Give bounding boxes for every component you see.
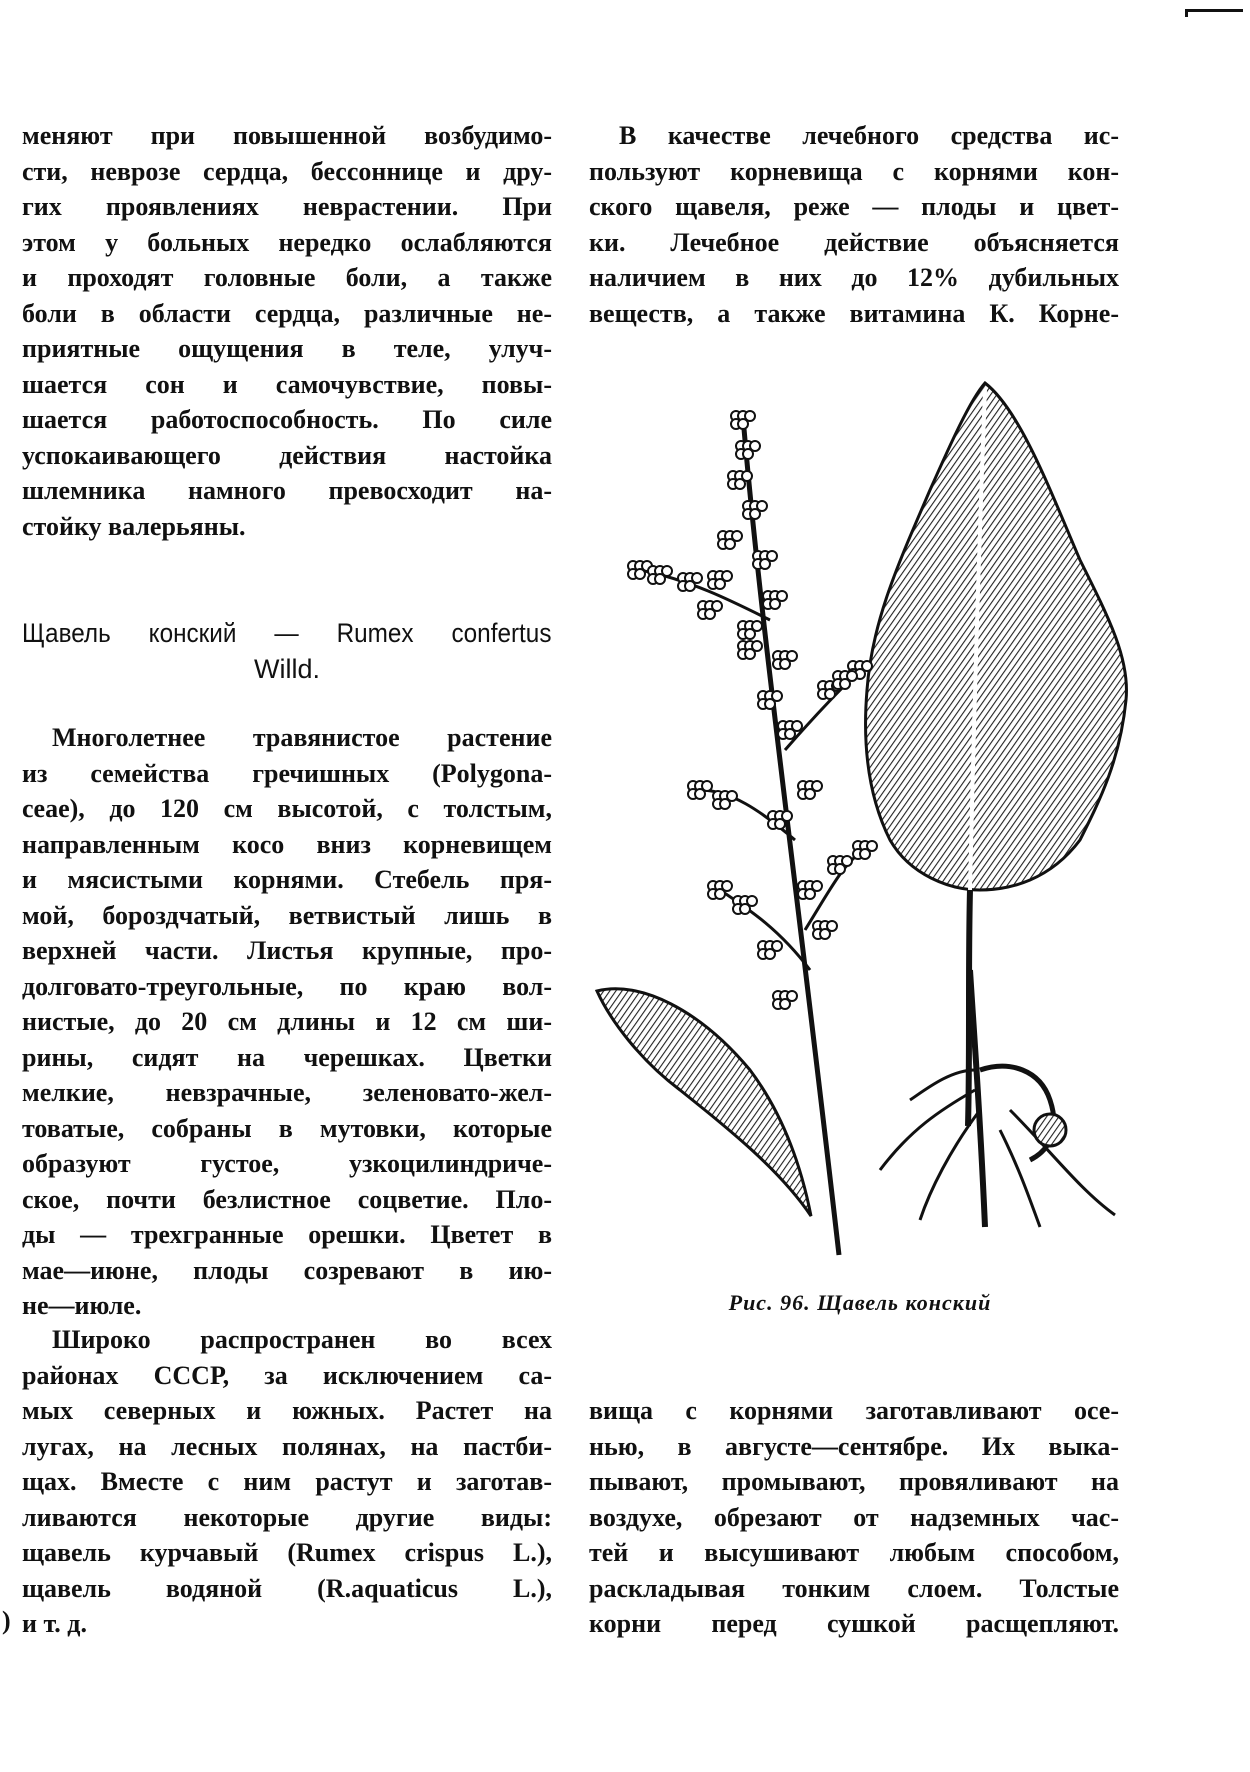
heading-line-1: Щавель конский — Rumex confertus — [22, 618, 552, 648]
left-paragraph-1 — [22, 118, 552, 544]
text-line: ского щавеля, реже — плоды и цвет- — [589, 192, 1119, 221]
text-line: ки. Лечебное действие объясняется — [589, 227, 1119, 257]
text-line: меняют при повышенной возбудимо- — [22, 121, 552, 150]
flower-whorl — [765, 949, 775, 959]
flower-whorl — [715, 889, 725, 899]
flower-clusters — [628, 411, 877, 1009]
text-line: и мясистыми корнями. Стебель пря- — [22, 865, 552, 894]
text-line: лугах, на лесных полянах, на пастби- — [22, 1431, 552, 1461]
text-line: ды — трехгранные орешки. Цветет в — [22, 1220, 552, 1249]
flower-whorl — [750, 509, 760, 519]
species-heading — [22, 616, 552, 687]
flower-whorl — [735, 479, 745, 489]
text-line: щавель курчавый (Rumex crispus L.), — [22, 1538, 552, 1567]
flower-whorl — [685, 581, 695, 591]
flower-whorl — [705, 609, 715, 619]
scan-corner-tick — [1185, 9, 1188, 17]
text-line: приятные ощущения в теле, улуч- — [22, 334, 552, 363]
heading-line-2: Willd. — [254, 653, 320, 684]
flower-whorl — [785, 729, 795, 739]
text-line: ceae), до 120 см высотой, с толстым, — [22, 794, 552, 823]
text-line: тей и высушивают любым способом, — [589, 1538, 1119, 1567]
text-line: из семейства гречишных (Polygona- — [22, 758, 552, 788]
large-leaf — [866, 383, 1127, 1126]
flower-whorl — [745, 649, 755, 659]
text-line: Многолетнее травянистое растение — [52, 723, 552, 752]
flower-whorl — [805, 789, 815, 799]
text-line: мой, бороздчатый, ветвистый лишь в — [22, 900, 552, 930]
text-line: пользуют корневища с корнями кон- — [589, 156, 1119, 186]
left-paragraph-3 — [22, 1322, 552, 1642]
horse-sorrel-illustration — [580, 370, 1140, 1270]
margin-bracket: ) — [2, 1606, 11, 1635]
flower-whorl — [765, 699, 775, 709]
text-line: щах. Вместе с ним растут и заготав- — [22, 1467, 552, 1496]
text-line: направленным косо вниз корневищем — [22, 829, 552, 859]
text-line: верхней части. Листья крупные, про- — [22, 936, 552, 965]
flower-whorl — [655, 574, 665, 584]
text-line: не—июле. — [22, 1291, 142, 1320]
rhizome-roots — [880, 970, 1115, 1227]
text-line: мелкие, невзрачные, зеленовато-жел- — [22, 1078, 552, 1107]
text-line: и т. д. — [22, 1609, 87, 1638]
scan-corner-mark — [1185, 9, 1243, 12]
flower-whorl — [635, 569, 645, 579]
text-line: боли в области сердца, различные не- — [22, 298, 552, 328]
flower-whorl — [780, 659, 790, 669]
flower-whorl — [805, 889, 815, 899]
text-line: стойку валерьяны. — [22, 511, 246, 541]
text-line: В качестве лечебного средства ис- — [619, 121, 1119, 150]
text-line: веществ, а также витамина К. Корне- — [589, 298, 1119, 328]
text-line: ливаются некоторые другие виды: — [22, 1502, 552, 1532]
flower-whorl — [820, 929, 830, 939]
text-line: этом у больных нередко ослабляются — [22, 227, 552, 257]
flower-whorl — [770, 599, 780, 609]
flower-whorl — [715, 579, 725, 589]
text-line: мых северных и южных. Растет на — [22, 1396, 552, 1425]
flower-whorl — [840, 679, 850, 689]
text-line: Широко распространен во всех — [52, 1325, 552, 1354]
right-paragraph-1 — [589, 118, 1119, 331]
flower-whorl — [780, 999, 790, 1009]
text-line: вища с корнями заготавливают осе- — [589, 1396, 1119, 1425]
text-line: образуют густое, узкоцилиндриче- — [22, 1149, 552, 1178]
text-line: щавель водяной (R.aquaticus L.), — [22, 1573, 552, 1603]
flower-whorl — [835, 864, 845, 874]
text-line: успокаивающего действия настойка — [22, 440, 552, 470]
text-line: воздухе, обрезают от надземных час- — [589, 1502, 1119, 1532]
text-line: районах СССР, за исключением са- — [22, 1360, 552, 1390]
text-line: сти, неврозе сердца, бессоннице и дру- — [22, 156, 552, 186]
flower-whorl — [695, 789, 705, 799]
text-line: пывают, промывают, провяливают на — [589, 1467, 1119, 1496]
flower-whorl — [860, 849, 870, 859]
text-line: наличием в них до 12% дубильных — [589, 263, 1119, 292]
text-line: шается сон и самочувствие, повы- — [22, 369, 552, 399]
flower-whorl — [743, 449, 753, 459]
flower-whorl — [760, 559, 770, 569]
flower-whorl — [825, 689, 835, 699]
text-line: долговато-треугольные, по краю вол- — [22, 971, 552, 1001]
flower-whorl — [738, 419, 748, 429]
text-line: товатые, собраны в мутовки, которые — [22, 1113, 552, 1143]
text-line: и проходят головные боли, а также — [22, 263, 552, 292]
text-line: нистые, до 20 см длины и 12 см ши- — [22, 1007, 552, 1036]
flower-whorl — [745, 629, 755, 639]
flower-whorl — [720, 799, 730, 809]
text-line: ское, почти безлистное соцветие. Пло- — [22, 1184, 552, 1214]
text-line: гих проявлениях неврастении. При — [22, 192, 552, 221]
flower-whorl — [725, 539, 735, 549]
lower-leaf — [597, 989, 811, 1216]
text-line: шается работоспособность. По силе — [22, 405, 552, 434]
text-line: рины, сидят на черешках. Цветки — [22, 1042, 552, 1072]
text-line: нью, в августе—сентябре. Их выка- — [589, 1431, 1119, 1461]
text-line: мае—июне, плоды созревают в ию- — [22, 1255, 552, 1285]
left-paragraph-2 — [22, 720, 552, 1324]
flower-whorl — [740, 904, 750, 914]
right-paragraph-2 — [589, 1393, 1119, 1642]
text-line: раскладывая тонким слоем. Толстые — [589, 1573, 1119, 1603]
figure-caption: Рис. 96. Щавель конский — [728, 1290, 992, 1315]
flower-whorl — [775, 819, 785, 829]
text-line: шлемника намного превосходит на- — [22, 476, 552, 505]
text-line: корни перед сушкой расщепляют. — [589, 1609, 1119, 1638]
